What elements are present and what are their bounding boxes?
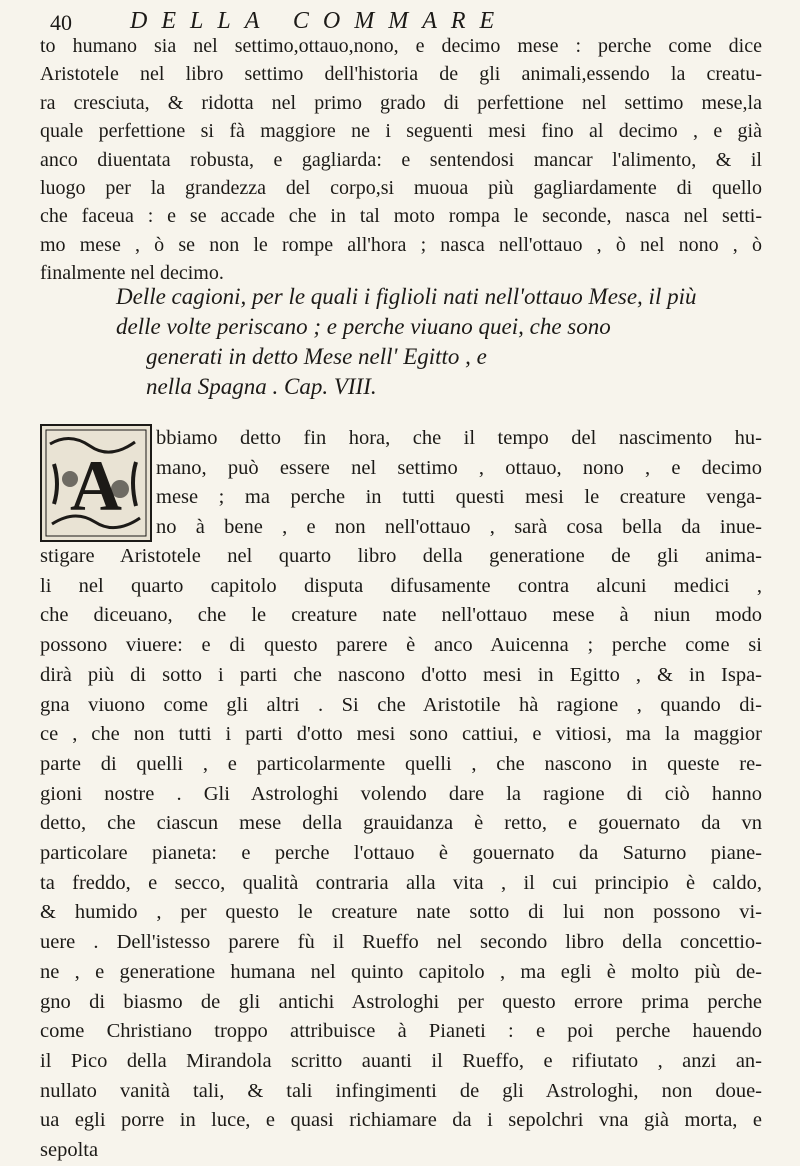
text-line: ce , che non tutti i parti d'otto mesi sono cattiui, e vitiosi, ma la maggior (40, 723, 762, 746)
text-line: ua egli porre in luce, e quasi richiamare da i sepolchri vna già morta, e (40, 1109, 762, 1132)
text-line: detto, che ciascun mese della grauidanza è retto, e gouernato da vn (40, 812, 762, 835)
text-line: ne , e generatione humana nel quinto capitolo , ma egli è molto più de- (40, 960, 762, 983)
initial-letter: A (70, 446, 122, 526)
text-line: come Christiano troppo attribuisce à Pianeti : e poi perche hauendo (40, 1020, 762, 1043)
text-line: nella Spagna . Cap. VIII. (146, 374, 377, 399)
text-line: dirà più di sotto i parti che nascono d'otto mesi in Egitto , & in Ispa- (40, 663, 762, 686)
text-line: stigare Aristotele nel quarto libro della generatione de gli anima- (40, 545, 762, 567)
paragraph-2 (40, 542, 762, 1166)
text-line: sepolta (40, 1139, 99, 1162)
text-line: ra cresciuta, & ridotta nel primo grado di perfettione nel settimo mese,la (40, 91, 762, 114)
paragraph-2-opening (156, 424, 762, 542)
page-number: 40 (50, 10, 72, 35)
text-line: Delle cagioni, per le quali i figlioli nati nell'ottauo Mese, il più (116, 284, 697, 309)
text-line: mano, può essere nel settimo , ottauo, nono , e decimo (156, 456, 762, 479)
text-line: generati in detto Mese nell' Egitto , e (146, 344, 487, 369)
text-line: Aristotele nel libro settimo dell'historia de gli animali,essendo la creatu- (40, 63, 762, 86)
paragraph-1 (40, 32, 762, 288)
text-line: mo mese , ò se non le rompe all'hora ; nasca nell'ottauo , ò nel nono , ò (40, 233, 762, 256)
text-line: parte di quelli , e particolarmente quelli , che nascono in queste re- (40, 752, 762, 775)
text-line: no à bene , e non nell'ottauo , sarà cosa bella da inue- (156, 515, 762, 538)
text-line: to humano sia nel settimo,ottauo,nono, e decimo mese : perche come dice (40, 35, 762, 57)
text-line: luogo per la grandezza del corpo,si muoua più gagliardamente di quello (40, 177, 762, 200)
text-line: uere . Dell'istesso parere fù il Rueffo nel secondo libro della concettio- (40, 931, 762, 954)
running-head: DELLA COMMARE (130, 8, 509, 34)
text-line: possono viuere: e di questo parere è anco Auicenna ; perche come si (40, 634, 762, 657)
text-line: nullato vanità tali, & tali infingimenti de gli Astrologhi, non doue- (40, 1079, 762, 1102)
text-line: delle volte periscano ; e perche viuano quei, che sono (116, 314, 611, 339)
text-line: che faceua : e se accade che in tal moto rompa le seconde, nasca nel setti- (40, 205, 762, 228)
ornament-initial-icon (40, 424, 152, 542)
text-line: il Pico della Mirandola scritto auanti il Rueffo, e rifiutato , anzi an- (40, 1049, 762, 1072)
text-line: particolare pianeta: e perche l'ottauo è gouernato da Saturno piane- (40, 842, 762, 865)
text-line: bbiamo detto fin hora, che il tempo del nascimento hu- (156, 427, 762, 449)
text-line: finalmente nel decimo. (40, 262, 224, 285)
text-line: che diceuano, che le creature nate nell'ottauo mese à niun modo (40, 604, 762, 627)
text-line: gno di biasmo de gli antichi Astrologhi per questo errore prima perche (40, 990, 762, 1013)
text-line: mese ; ma perche in tutti questi mesi le creature venga- (156, 486, 762, 509)
decorated-initial (40, 424, 152, 544)
chapter-heading (116, 282, 756, 402)
text-line: gioni nostre . Gli Astrologhi volendo dare la ragione di ciò hanno (40, 782, 762, 805)
text-line: ta freddo, e secco, qualità contraria alla vita , il cui principio è caldo, (40, 871, 762, 894)
text-line: li nel quarto capitolo disputa difusamente contra alcuni medici , (40, 574, 762, 597)
text-line: gna viuono come gli altri . Si che Aristotile hà ragione , quando di- (40, 693, 762, 716)
text-line: anco diuentata robusta, e gagliarda: e sentendosi mancar l'alimento, & il (40, 148, 762, 171)
text-line: & humido , per questo le creature nate sotto di lui non possono vi- (40, 901, 762, 924)
text-line: quale perfettione si fà maggiore ne i seguenti mesi fino al decimo , e già (40, 120, 762, 143)
